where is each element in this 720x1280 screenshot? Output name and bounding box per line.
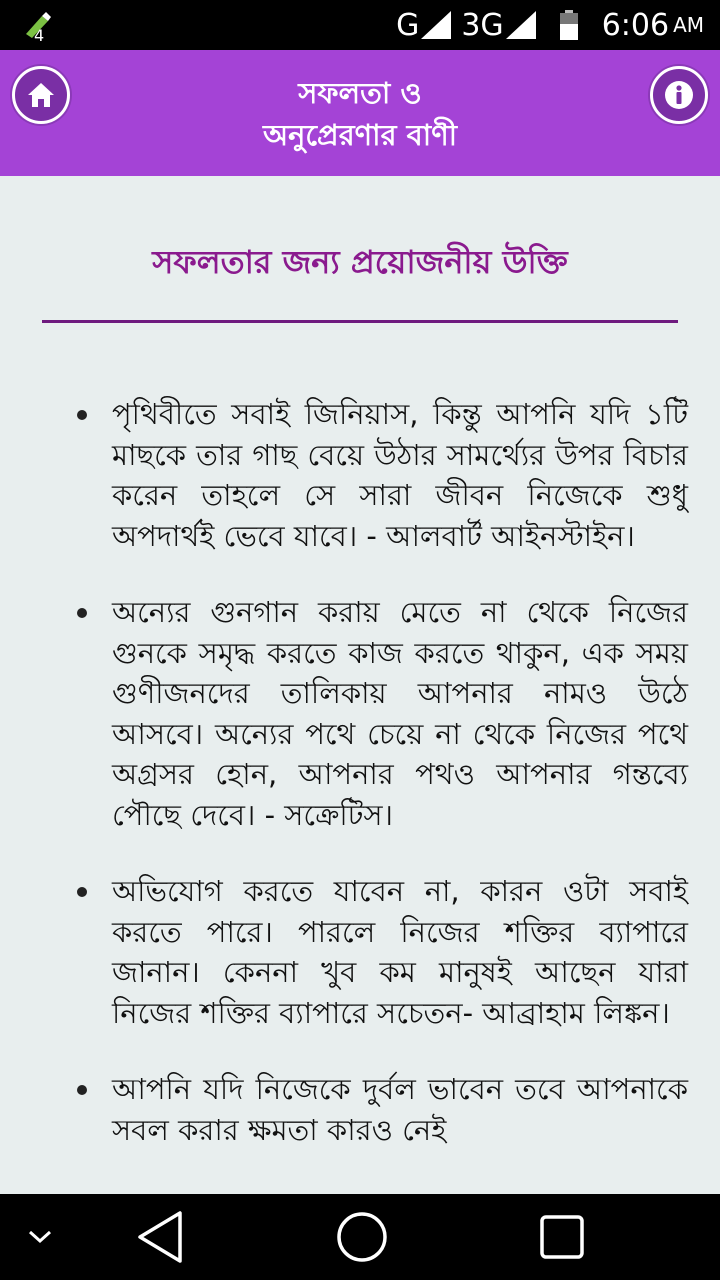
signal-icon xyxy=(421,11,451,39)
signal-icon-2 xyxy=(506,11,536,39)
home-button[interactable] xyxy=(12,66,70,124)
chevron-down-icon xyxy=(27,1229,53,1245)
page-title xyxy=(120,72,600,156)
status-bar xyxy=(0,0,720,50)
list-item xyxy=(72,871,688,1033)
bullet-icon xyxy=(77,608,87,618)
info-icon xyxy=(664,80,694,110)
network-g-label: G xyxy=(396,7,420,43)
notification-badge: 4 xyxy=(34,26,45,42)
system-nav-bar xyxy=(0,1194,720,1280)
title-line-1: সফলতা ও xyxy=(298,76,422,110)
clock-time: 6:06 xyxy=(601,7,670,43)
nav-home-button[interactable] xyxy=(332,1194,392,1280)
notification-icon xyxy=(20,10,54,42)
nav-back-button[interactable] xyxy=(130,1194,190,1280)
section-title: সফলতার জন্য প্রয়োজনীয় উক্তি xyxy=(152,243,568,281)
recents-icon xyxy=(539,1214,585,1260)
quote-text: অন্যের গুনগান করায় মেতে না থেকে নিজের গুনকে সমৃদ্ধ করতে কাজ করতে থাকুন, এক সময় গুণীজনদের তালিকায় আপনার নামও উঠে আসবে। অন্যের পথে চেয়ে না থেকে নিজের পথে অগ্রসর হোন, আপনার পথও আপনার গন্তব্যে পৌছে দেবে। - সক্রেটিস। xyxy=(112,595,688,832)
bullet-icon xyxy=(77,1085,87,1095)
clock-ampm: AM xyxy=(673,13,704,37)
quote-text: অভিযোগ করতে যাবেন না, কারন ওটা সবাই করতে পারে। পারলে নিজের শক্তির ব্যাপারে জানান। কেননা খুব কম মানুষই আছেন যারা নিজের শক্তির ব্যাপারে সচেতন- আব্রাহাম লিঙ্কন। xyxy=(112,874,688,1030)
network-3g-label: 3G xyxy=(461,7,504,43)
info-button[interactable] xyxy=(650,66,708,124)
list-item xyxy=(72,1069,688,1150)
app-header xyxy=(0,50,720,176)
bullet-icon xyxy=(77,410,87,420)
title-divider xyxy=(42,320,678,323)
title-line-2: অনুপ্রেরণার বাণী xyxy=(262,118,458,152)
quote-text: আপনি যদি নিজেকে দুর্বল ভাবেন তবে আপনাকে সবল করার ক্ষমতা কারও নেই xyxy=(112,1072,688,1147)
quote-text: পৃথিবীতে সবাই জিনিয়াস, কিন্তু আপনি যদি ১টি মাছকে তার গাছ বেয়ে উঠার সামর্থ্যের উপর বিচার করেন তাহলে সে সারা জীবন নিজেকে শুধু অপদার্থই ভেবে যাবে। - আলবার্ট আইনস্টাইন। xyxy=(112,397,688,553)
battery-icon xyxy=(560,10,578,40)
quote-list xyxy=(72,394,688,1186)
content-scroll[interactable] xyxy=(0,176,720,1194)
nav-collapse-button[interactable] xyxy=(16,1194,64,1280)
home-circle-icon xyxy=(336,1211,388,1263)
bullet-icon xyxy=(77,887,87,897)
home-icon xyxy=(26,81,56,109)
list-item xyxy=(72,592,688,835)
nav-recents-button[interactable] xyxy=(532,1194,592,1280)
back-icon xyxy=(136,1209,184,1265)
status-right xyxy=(396,0,704,50)
list-item xyxy=(72,394,688,556)
